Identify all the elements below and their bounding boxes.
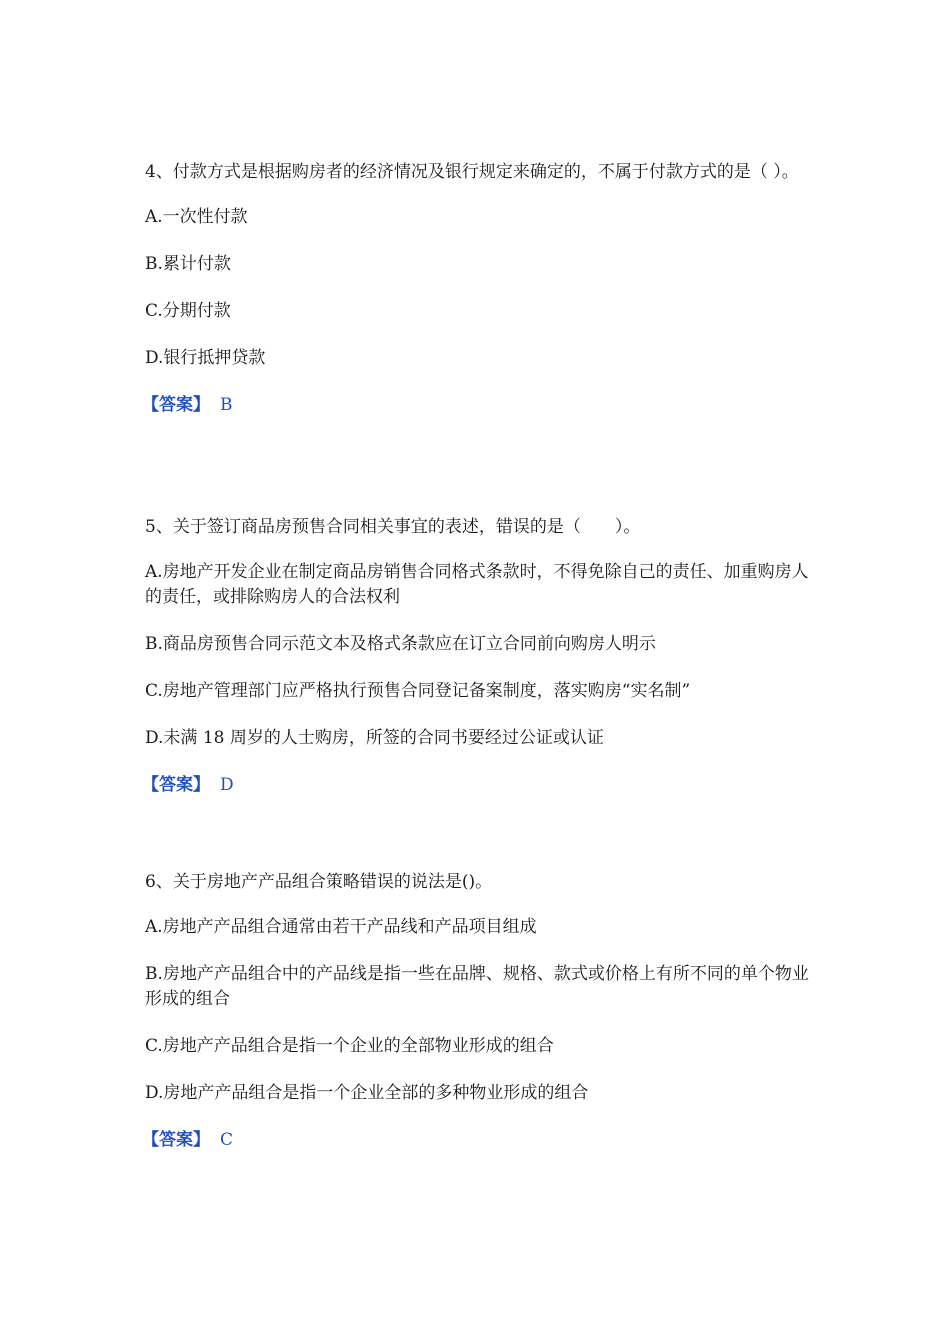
option-c: C.分期付款	[145, 301, 231, 321]
answer-line	[142, 393, 815, 418]
option-a: A.房地产开发企业在制定商品房销售合同格式条款时，不得免除自己的责任、加重购房人的责任，或排除购房人的合法权利	[145, 562, 809, 607]
option-c: C.房地产管理部门应严格执行预售合同登记备案制度，落实购房“实名制”	[145, 681, 691, 701]
answer-label: 【答案】	[142, 395, 210, 415]
answer-line	[142, 773, 815, 798]
question-4	[142, 160, 815, 418]
option-a: A.房地产产品组合通常由若干产品线和产品项目组成	[145, 917, 537, 937]
question-stem: 5、关于签订商品房预售合同相关事宜的表述，错误的是（ ）。	[145, 517, 641, 537]
option-b: B.房地产产品组合中的产品线是指一些在品牌、规格、款式或价格上有所不同的单个物业形成的组合	[145, 964, 809, 1009]
option-b: B.商品房预售合同示范文本及格式条款应在订立合同前向购房人明示	[145, 634, 656, 654]
answer-value: D	[220, 775, 234, 795]
question-5	[142, 515, 815, 798]
question-stem: 6、关于房地产产品组合策略错误的说法是()。	[145, 872, 493, 892]
option-b: B.累计付款	[145, 254, 231, 274]
option-d: D.银行抵押贷款	[145, 348, 266, 368]
question-6	[142, 870, 815, 1153]
answer-value: C	[220, 1130, 234, 1150]
answer-line	[142, 1128, 815, 1153]
answer-label: 【答案】	[142, 775, 210, 795]
option-d: D.房地产产品组合是指一个企业全部的多种物业形成的组合	[145, 1083, 589, 1103]
question-stem: 4、付款方式是根据购房者的经济情况及银行规定来确定的，不属于付款方式的是（ ）。	[145, 162, 799, 182]
option-a: A.一次性付款	[145, 207, 248, 227]
answer-label: 【答案】	[142, 1130, 210, 1150]
option-d: D.未满 18 周岁的人士购房，所签的合同书要经过公证或认证	[145, 728, 604, 748]
answer-value: B	[220, 395, 233, 415]
option-c: C.房地产产品组合是指一个企业的全部物业形成的组合	[145, 1036, 554, 1056]
